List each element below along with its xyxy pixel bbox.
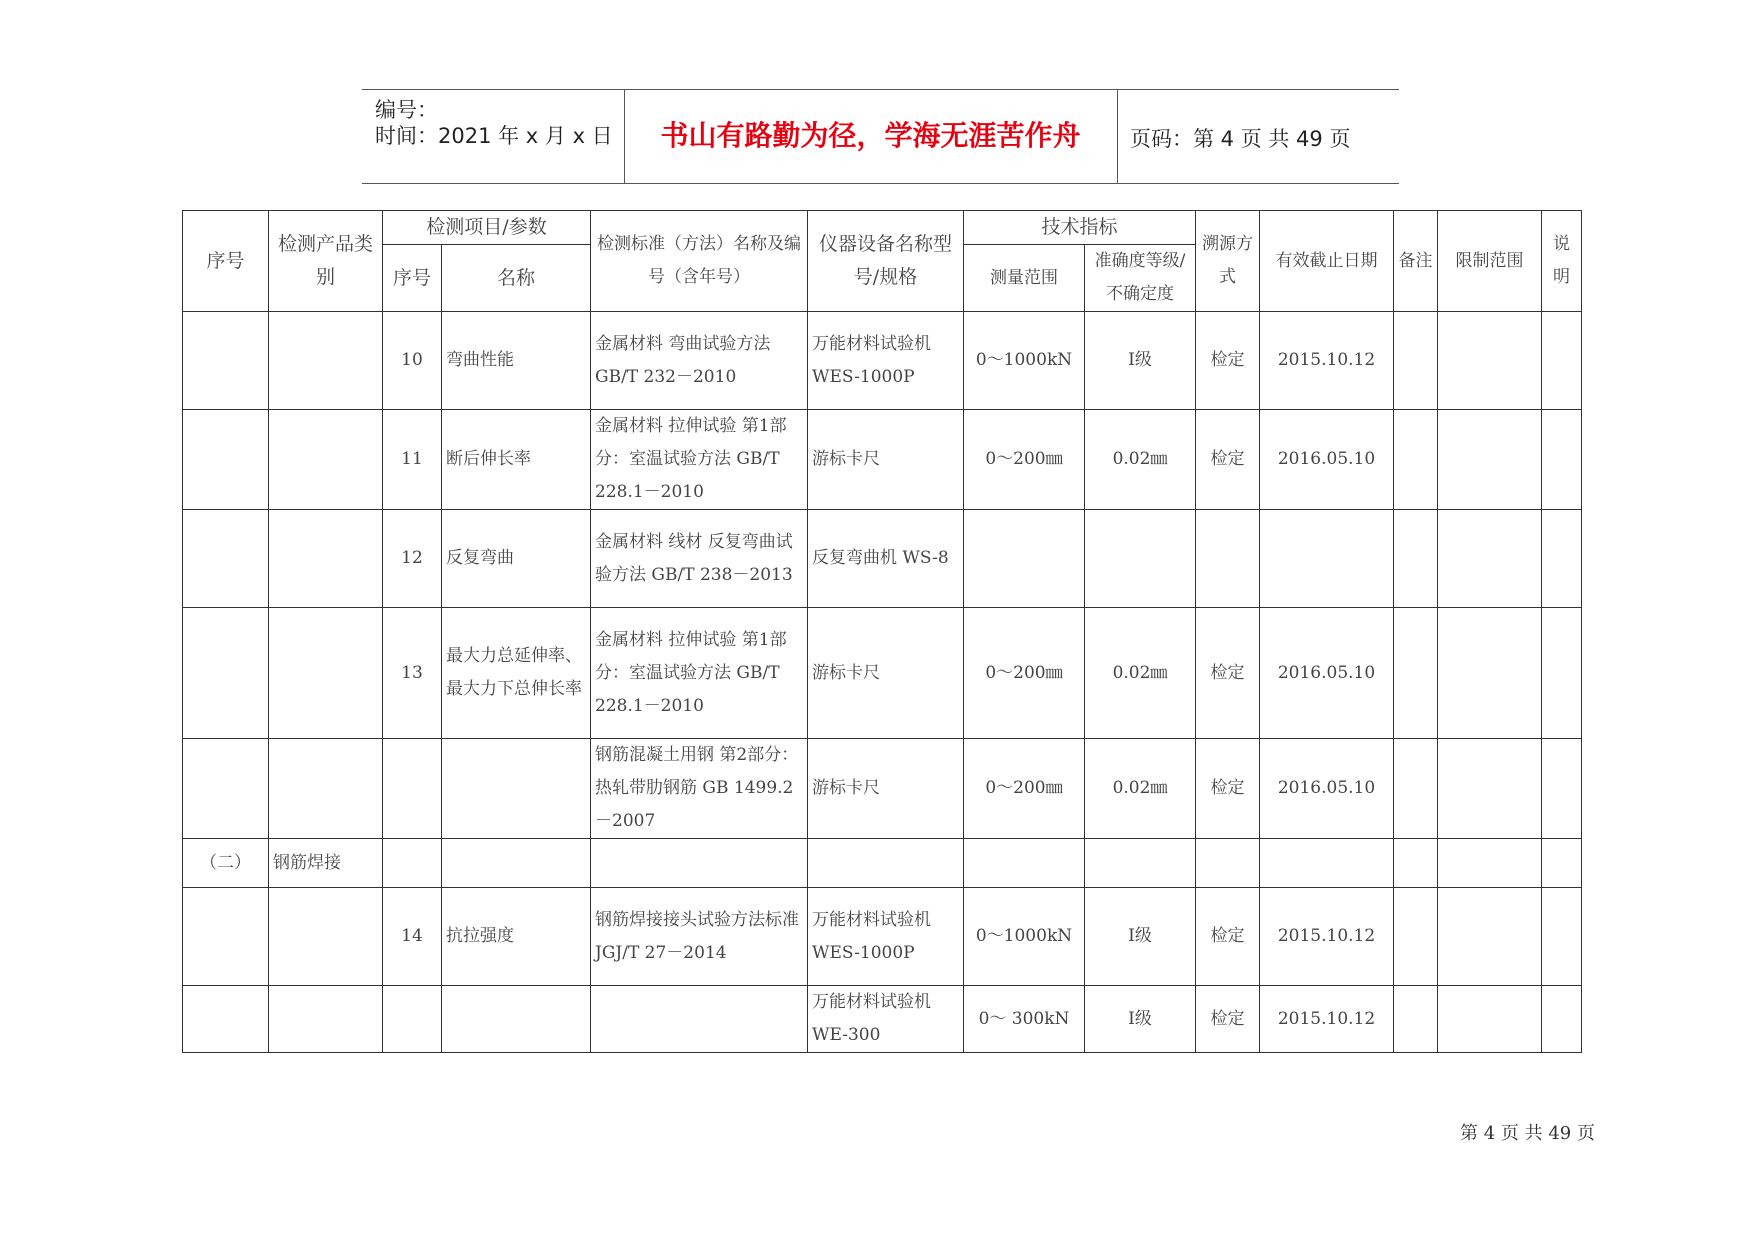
- header-remark: 备注: [1394, 211, 1438, 312]
- row-remark: [1394, 608, 1438, 739]
- row-item-name: 最大力总延伸率、最大力下总伸长率: [442, 608, 591, 739]
- row-standard: [591, 986, 808, 1053]
- table-header-row: [183, 211, 1582, 245]
- row-category: [269, 608, 383, 739]
- row-note: [1542, 739, 1582, 839]
- row-category: [269, 312, 383, 410]
- header-range: 测量范围: [964, 245, 1085, 312]
- table-row: [183, 986, 1582, 1053]
- header-divider: [1117, 90, 1118, 183]
- row-trace: [1196, 510, 1260, 608]
- header-category: 检测产品类别: [269, 211, 383, 312]
- row-range: 0～200㎜: [964, 739, 1085, 839]
- row-expiry: 2016.05.10: [1260, 739, 1394, 839]
- row-note: [1542, 510, 1582, 608]
- row-trace: 检定: [1196, 986, 1260, 1053]
- header-trace: 溯源方式: [1196, 211, 1260, 312]
- row-limit: [1438, 410, 1542, 510]
- header-limit: 限制范围: [1438, 211, 1542, 312]
- row-limit: [1438, 312, 1542, 410]
- row-range: 0～200㎜: [964, 410, 1085, 510]
- row-item-name: [442, 986, 591, 1053]
- row-accuracy: [1085, 510, 1196, 608]
- header-tech-index: 技术指标: [964, 211, 1196, 245]
- row-accuracy: Ⅰ级: [1085, 312, 1196, 410]
- row-category: 钢筋焊接: [269, 839, 383, 888]
- row-accuracy: 0.02㎜: [1085, 410, 1196, 510]
- row-expiry: 2016.05.10: [1260, 410, 1394, 510]
- header-item-seq: 序号: [383, 245, 442, 312]
- inspection-table: [182, 210, 1582, 1053]
- row-category: [269, 739, 383, 839]
- row-standard: 钢筋焊接接头试验方法标准 JGJ/T 27－2014: [591, 888, 808, 986]
- row-trace: 检定: [1196, 739, 1260, 839]
- row-item-no: 12: [383, 510, 442, 608]
- row-seq: [183, 312, 269, 410]
- row-trace: 检定: [1196, 888, 1260, 986]
- row-trace: 检定: [1196, 608, 1260, 739]
- row-standard: 钢筋混凝土用钢 第2部分：热轧带肋钢筋 GB 1499.2－2007: [591, 739, 808, 839]
- row-category: [269, 986, 383, 1053]
- row-remark: [1394, 510, 1438, 608]
- header-item-name: 名称: [442, 245, 591, 312]
- row-item-name: 断后伸长率: [442, 410, 591, 510]
- row-note: [1542, 839, 1582, 888]
- header-expiry: 有效截止日期: [1260, 211, 1394, 312]
- row-note: [1542, 888, 1582, 986]
- row-instrument: [808, 839, 964, 888]
- row-trace: [1196, 839, 1260, 888]
- row-range: 0～ 300kN: [964, 986, 1085, 1053]
- row-standard: 金属材料 拉伸试验 第1部分：室温试验方法 GB/T 228.1－2010: [591, 410, 808, 510]
- row-limit: [1438, 739, 1542, 839]
- row-instrument: 万能材料试验机 WES-1000P: [808, 888, 964, 986]
- page-header: [362, 89, 1399, 184]
- row-item-name: 反复弯曲: [442, 510, 591, 608]
- row-trace: 检定: [1196, 410, 1260, 510]
- header-motto: 书山有路勤为径，学海无涯苦作舟: [660, 119, 1081, 152]
- table-row: [183, 839, 1582, 888]
- row-seq: [183, 608, 269, 739]
- row-instrument: 游标卡尺: [808, 739, 964, 839]
- row-item-no: [383, 986, 442, 1053]
- row-seq: [183, 888, 269, 986]
- row-remark: [1394, 739, 1438, 839]
- row-item-no: 13: [383, 608, 442, 739]
- row-instrument: 反复弯曲机 WS-8: [808, 510, 964, 608]
- row-accuracy: 0.02㎜: [1085, 739, 1196, 839]
- row-note: [1542, 608, 1582, 739]
- row-item-name: 弯曲性能: [442, 312, 591, 410]
- row-remark: [1394, 410, 1438, 510]
- row-expiry: 2015.10.12: [1260, 312, 1394, 410]
- header-accuracy: 准确度等级/不确定度: [1085, 245, 1196, 312]
- row-item-name: 抗拉强度: [442, 888, 591, 986]
- row-standard: [591, 839, 808, 888]
- row-range: [964, 510, 1085, 608]
- row-seq: [183, 510, 269, 608]
- row-instrument: 游标卡尺: [808, 410, 964, 510]
- row-seq: [183, 986, 269, 1053]
- table-row: [183, 312, 1582, 410]
- row-item-no: 10: [383, 312, 442, 410]
- row-item-no: 11: [383, 410, 442, 510]
- row-remark: [1394, 986, 1438, 1053]
- row-category: [269, 510, 383, 608]
- table-row: [183, 510, 1582, 608]
- row-note: [1542, 312, 1582, 410]
- row-limit: [1438, 608, 1542, 739]
- row-seq: [183, 739, 269, 839]
- page-footer: 第 4 页 共 49 页: [1460, 1123, 1595, 1144]
- row-remark: [1394, 888, 1438, 986]
- row-remark: [1394, 839, 1438, 888]
- row-range: 0～1000kN: [964, 888, 1085, 986]
- row-expiry: [1260, 510, 1394, 608]
- row-expiry: 2015.10.12: [1260, 888, 1394, 986]
- row-accuracy: 0.02㎜: [1085, 608, 1196, 739]
- row-item-name: [442, 839, 591, 888]
- table-row: [183, 739, 1582, 839]
- header-seq: 序号: [183, 211, 269, 312]
- row-standard: 金属材料 弯曲试验方法 GB/T 232－2010: [591, 312, 808, 410]
- row-expiry: [1260, 839, 1394, 888]
- row-expiry: 2015.10.12: [1260, 986, 1394, 1053]
- row-item-no: [383, 739, 442, 839]
- row-seq: [183, 410, 269, 510]
- table-row: [183, 608, 1582, 739]
- row-item-no: 14: [383, 888, 442, 986]
- row-category: [269, 410, 383, 510]
- row-note: [1542, 410, 1582, 510]
- row-limit: [1438, 510, 1542, 608]
- row-remark: [1394, 312, 1438, 410]
- row-trace: 检定: [1196, 312, 1260, 410]
- header-page-number: 页码：第 4 页 共 49 页: [1130, 127, 1351, 151]
- row-range: 0～1000kN: [964, 312, 1085, 410]
- row-standard: 金属材料 线材 反复弯曲试验方法 GB/T 238－2013: [591, 510, 808, 608]
- row-category: [269, 888, 383, 986]
- header-instrument: 仪器设备名称型号/规格: [808, 211, 964, 312]
- document-date-label: 时间：2021 年 x 月 x 日: [375, 124, 613, 148]
- header-item-param: 检测项目/参数: [383, 211, 591, 245]
- table-row: [183, 410, 1582, 510]
- row-range: [964, 839, 1085, 888]
- row-standard: 金属材料 拉伸试验 第1部分：室温试验方法 GB/T 228.1－2010: [591, 608, 808, 739]
- row-seq: （二）: [183, 839, 269, 888]
- row-instrument: 游标卡尺: [808, 608, 964, 739]
- row-note: [1542, 986, 1582, 1053]
- row-limit: [1438, 839, 1542, 888]
- row-accuracy: Ⅰ级: [1085, 888, 1196, 986]
- document-number-label: 编号：: [375, 98, 438, 122]
- row-instrument: 万能材料试验机 WE-300: [808, 986, 964, 1053]
- row-instrument: 万能材料试验机 WES-1000P: [808, 312, 964, 410]
- header-standard: 检测标准（方法）名称及编号（含年号）: [591, 211, 808, 312]
- row-item-no: [383, 839, 442, 888]
- row-limit: [1438, 986, 1542, 1053]
- row-expiry: 2016.05.10: [1260, 608, 1394, 739]
- row-item-name: [442, 739, 591, 839]
- row-accuracy: Ⅰ级: [1085, 986, 1196, 1053]
- table-row: [183, 888, 1582, 986]
- row-accuracy: [1085, 839, 1196, 888]
- header-note: 说明: [1542, 211, 1582, 312]
- row-limit: [1438, 888, 1542, 986]
- row-range: 0～200㎜: [964, 608, 1085, 739]
